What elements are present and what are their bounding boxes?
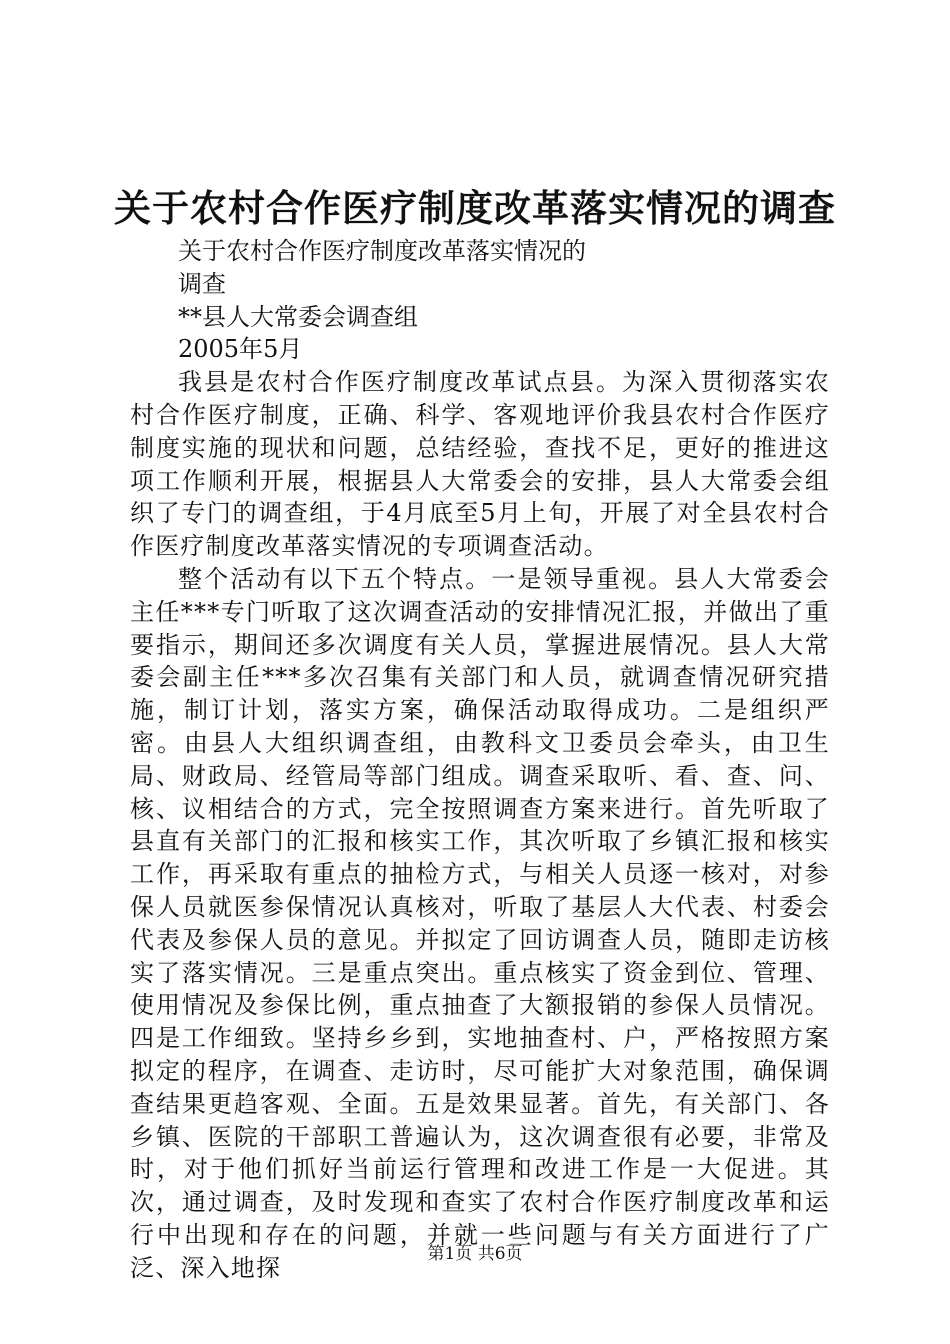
subtitle-line-2: 调查 <box>178 269 226 298</box>
page-footer: 第1页 共6页 <box>427 1244 523 1264</box>
author-line: **县人大常委会调查组 <box>178 302 418 331</box>
paragraph-features: 整个活动有以下五个特点。一是领导重视。县人大常委会主任***专门听取了这次调查活动的安排情况汇报，并做出了重要指示，期间还多次调度有关人员，掌握进展情况。县人大常委会副主任***多次召集有关部门和人员，就调查情况研究措施，制订计划，落实方案，确保活动取得成功。二是组织严密。由县人大组织调查组，由教科文卫委员会牵头，由卫生局、财政局、经管局等部门组成。调查采取听、看、查、问、核、议相结合的方式，完全按照调查方案来进行。首先听取了县直有关部门的汇报和核实工作，其次听取了乡镇汇报和核实工作，再采取有重点的抽检方式，与相关人员逐一核对，对参保人员就医参保情况认真核对，听取了基层人大代表、村委会代表及参保人员的意见。并拟定了回访调查人员，随即走访核实了落实情况。三是重点突出。重点核实了资金到位、管理、使用情况及参保比例，重点抽查了大额报销的参保人员情况。四是工作细致。坚持乡乡到，实地抽查村、户，严格按照方案拟定的程序，在调查、走访时，尽可能扩大对象范围，确保调查结果更趋客观、全面。五是效果显著。首先，有关部门、各乡镇、医院的干部职工普遍认为，这次调查很有必要，非常及时，对于他们抓好当前运行管理和改进工作是一大促进。其次，通过调查，及时发现和查实了农村合作医疗制度改革和运行中出现和存在的问题，并就一些问题与有关方面进行了广泛、深入地探 <box>130 564 830 1282</box>
paragraph-intro: 我县是农村合作医疗制度改革试点县。为深入贯彻落实农村合作医疗制度，正确、科学、客观地评价我县农村合作医疗制度实施的现状和问题，总结经验，查找不足，更好的推进这项工作顺利开展，根据县人大常委会的安排，县人大常委会组织了专门的调查组，于4月底至5月上旬，开展了对全县农村合作医疗制度改革落实情况的专项调查活动。 <box>130 368 830 561</box>
document-title: 关于农村合作医疗制度改革落实情况的调查 <box>114 186 836 230</box>
subtitle-line-1: 关于农村合作医疗制度改革落实情况的 <box>178 237 586 265</box>
date-line: 2005年5月 <box>178 335 303 364</box>
document-body <box>130 235 830 1285</box>
